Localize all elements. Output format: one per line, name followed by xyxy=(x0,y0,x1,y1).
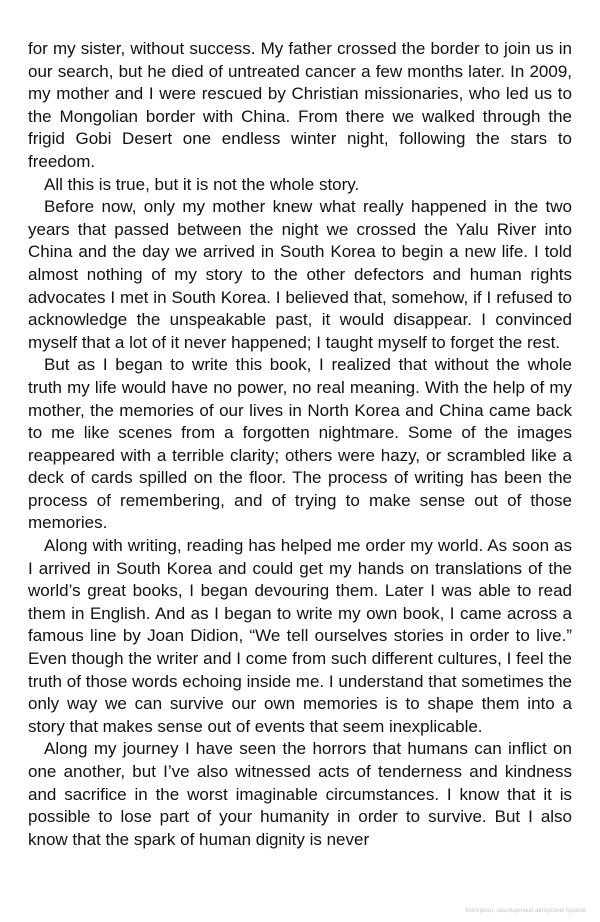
paragraph-2: All this is true, but it is not the whole story. xyxy=(44,174,360,194)
page-text xyxy=(28,38,572,851)
paragraph-5: Along with writing, reading has helped me order my world. As soon as I arrived in South Korea and could get my hands on translations of the world’s great books, I began devouring them. Later I was able to read them in English. And as I began to write my own book, I came across a famous line by Joan Didion, “We tell ourselves stories in order to live.” Even though the writer and I come from such different cultures, I feel the truth of those words echoing inside me. I understand that sometimes the only way we can survive our own memories is to shape them into a story that makes sense out of events that seem inexplicable. xyxy=(28,536,572,736)
paragraph-3: Before now, only my mother knew what really happened in the two years that passed between the night we crossed the Yalu River into China and the day we arrived in South Korea to begin a new life. I told almost nothing of my story to the other defectors and human rights advocates I met in South Korea. I believed that, somehow, if I refused to acknowledge the unspeakable past, it would disappear. I convinced myself that a lot of it never happened; I taught myself to forget the rest. xyxy=(28,197,572,352)
paragraph-6: Along my journey I have seen the horrors that humans can inflict on one another, but I’ve also witnessed acts of tenderness and kindness and sacrifice in the worst imaginable circumstances. I know that it is possible to lose part of your humanity in order to survive. But I also know that the spark of human dignity is never xyxy=(28,739,572,849)
copyright-watermark: Материал, защищенный авторским правом xyxy=(465,908,586,914)
paragraph-4: But as I began to write this book, I realized that without the whole truth my life would have no power, no real meaning. With the help of my mother, the memories of our lives in North Korea and China came back to me like scenes from a forgotten nightmare. Some of the images reappeared with a terrible clarity; others were hazy, or scrambled like a deck of cards spilled on the floor. The process of writing has been the process of remembering, and of trying to make sense out of those memories. xyxy=(28,355,572,533)
paragraph-1: for my sister, without success. My father crossed the border to join us in our search, but he died of untreated cancer a few months later. In 2009, my mother and I were rescued by Christian missionaries, who led us to the Mongolian border with China. From there we walked through the frigid Gobi Desert one endless winter night, following the stars to freedom. xyxy=(28,39,572,171)
